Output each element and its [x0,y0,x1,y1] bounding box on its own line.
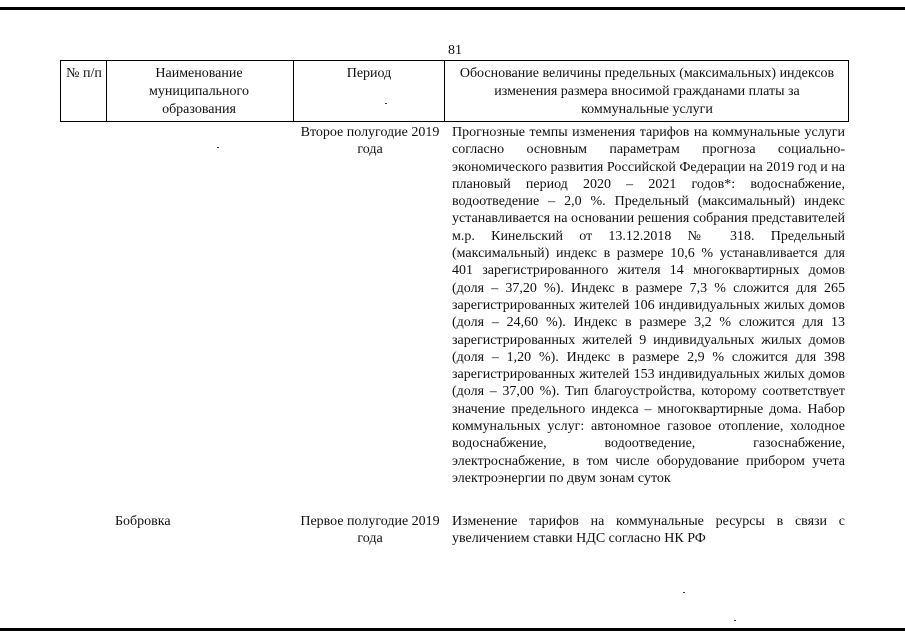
row1-period: Второе полугодие 2019 года [300,125,440,158]
scan-speck [385,103,387,104]
header-divider-3 [444,60,445,122]
header-period: Период [346,66,392,81]
row1-justification: Прогнозные темпы изменения тарифов на коммунальные услуги согласно основным параметрам прогноза социально-экономического развития Российской Федерации на 2019 год и на плановый период 2020 – 2021 годов*: водоснабжение, водоотведение – 2,0 %. Предельный (максимальный) индекс устанавливается на основании решения собрания представителей м.р. Кинельский от 13.12.2018 № 318. Предельный (максимальный) индекс в размере 10,6 % устанавливается для 401 зарегистрированного жителя 14 многоквартирных домов (доля – 37,20 %). Индекс в размере 7,3 % сложится для 265 зарегистрированных жителей 106 индивидуальных жилых домов (доля – 24,60 %). Индекс в размере 3,2 % сложится для 13 зарегистрированных жителей 9 индивидуальных жилых домов (доля – 1,20 %). Индекс в размере 2,9 % сложится для 398 зарегистрированных жителей 153 индивидуальных жилых домов (доля – 37,00 %). Тип благоустройства, которому соответствует значение предельного индекса – многоквартирные дома. Набор коммунальных услуг: автономное газовое отопление, холодное водоснабжение, водоотведение, газоснабжение, электроснабжение, в том числе оборудование прибором учета электроэнергии по двум зонам суток [452,125,846,486]
header-name: Наименование муниципального образования [149,66,249,117]
scan-speck [734,620,736,621]
top-rule [0,7,905,10]
row2-justification: Изменение тарифов на коммунальные ресурсы в связи с увеличением ставки НДС согласно НК РФ [452,514,845,547]
header-divider-2 [293,60,294,122]
scan-speck [217,147,219,148]
header-left-border [60,60,61,122]
header-num: № п/п [66,66,102,81]
row2-name: Бобровка [115,514,171,529]
row2-period: Первое полугодие 2019 года [300,514,440,547]
page-number: 81 [448,43,462,58]
header-justification: Обоснование величины предельных (максимальных) индексов изменения размера вносимой гражданами платы за коммунальные услуги [459,66,835,117]
header-right-border [848,60,849,122]
header-top-border [60,60,849,61]
header-bottom-border [60,121,849,122]
scan-speck [683,592,685,593]
header-divider-1 [106,60,107,122]
bottom-rule [0,628,905,631]
